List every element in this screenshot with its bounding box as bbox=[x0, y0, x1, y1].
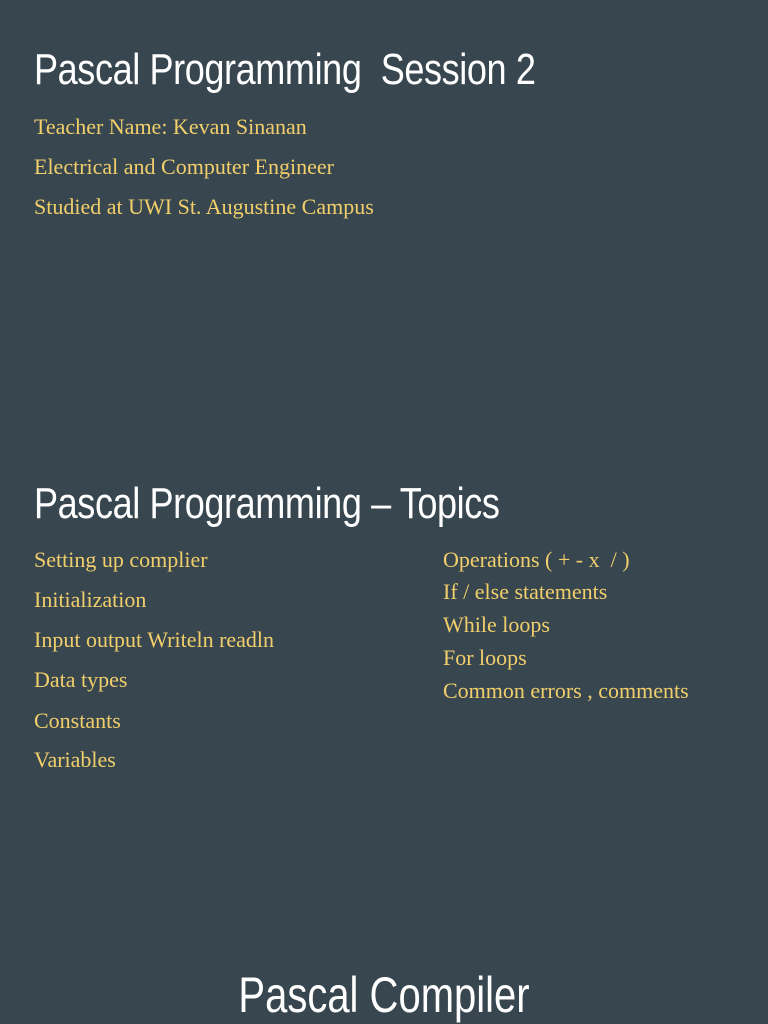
slide-1-title: Pascal Programming Session 2 bbox=[34, 45, 536, 94]
slide-3-title: Pascal Compiler bbox=[238, 967, 530, 1023]
topic-left-2: Initialization bbox=[34, 587, 147, 612]
education-text: Studied at UWI St. Augustine Campus bbox=[34, 194, 374, 219]
teacher-name-text: Teacher Name: Kevan Sinanan bbox=[34, 114, 307, 139]
topic-left-4: Data types bbox=[34, 667, 128, 692]
topic-right-2: If / else statements bbox=[443, 579, 608, 604]
topic-right-3: While loops bbox=[443, 612, 550, 637]
topic-left-5: Constants bbox=[34, 708, 121, 733]
topic-right-1: Operations ( + - x / ) bbox=[443, 547, 630, 572]
topic-right-4: For loops bbox=[443, 645, 527, 670]
slide-2-title: Pascal Programming – Topics bbox=[34, 479, 500, 528]
topic-left-1: Setting up complier bbox=[34, 547, 208, 572]
topic-right-5: Common errors , comments bbox=[443, 678, 689, 703]
topic-left-6: Variables bbox=[34, 747, 116, 772]
topic-left-3: Input output Writeln readln bbox=[34, 627, 275, 652]
profession-text: Electrical and Computer Engineer bbox=[34, 154, 334, 179]
